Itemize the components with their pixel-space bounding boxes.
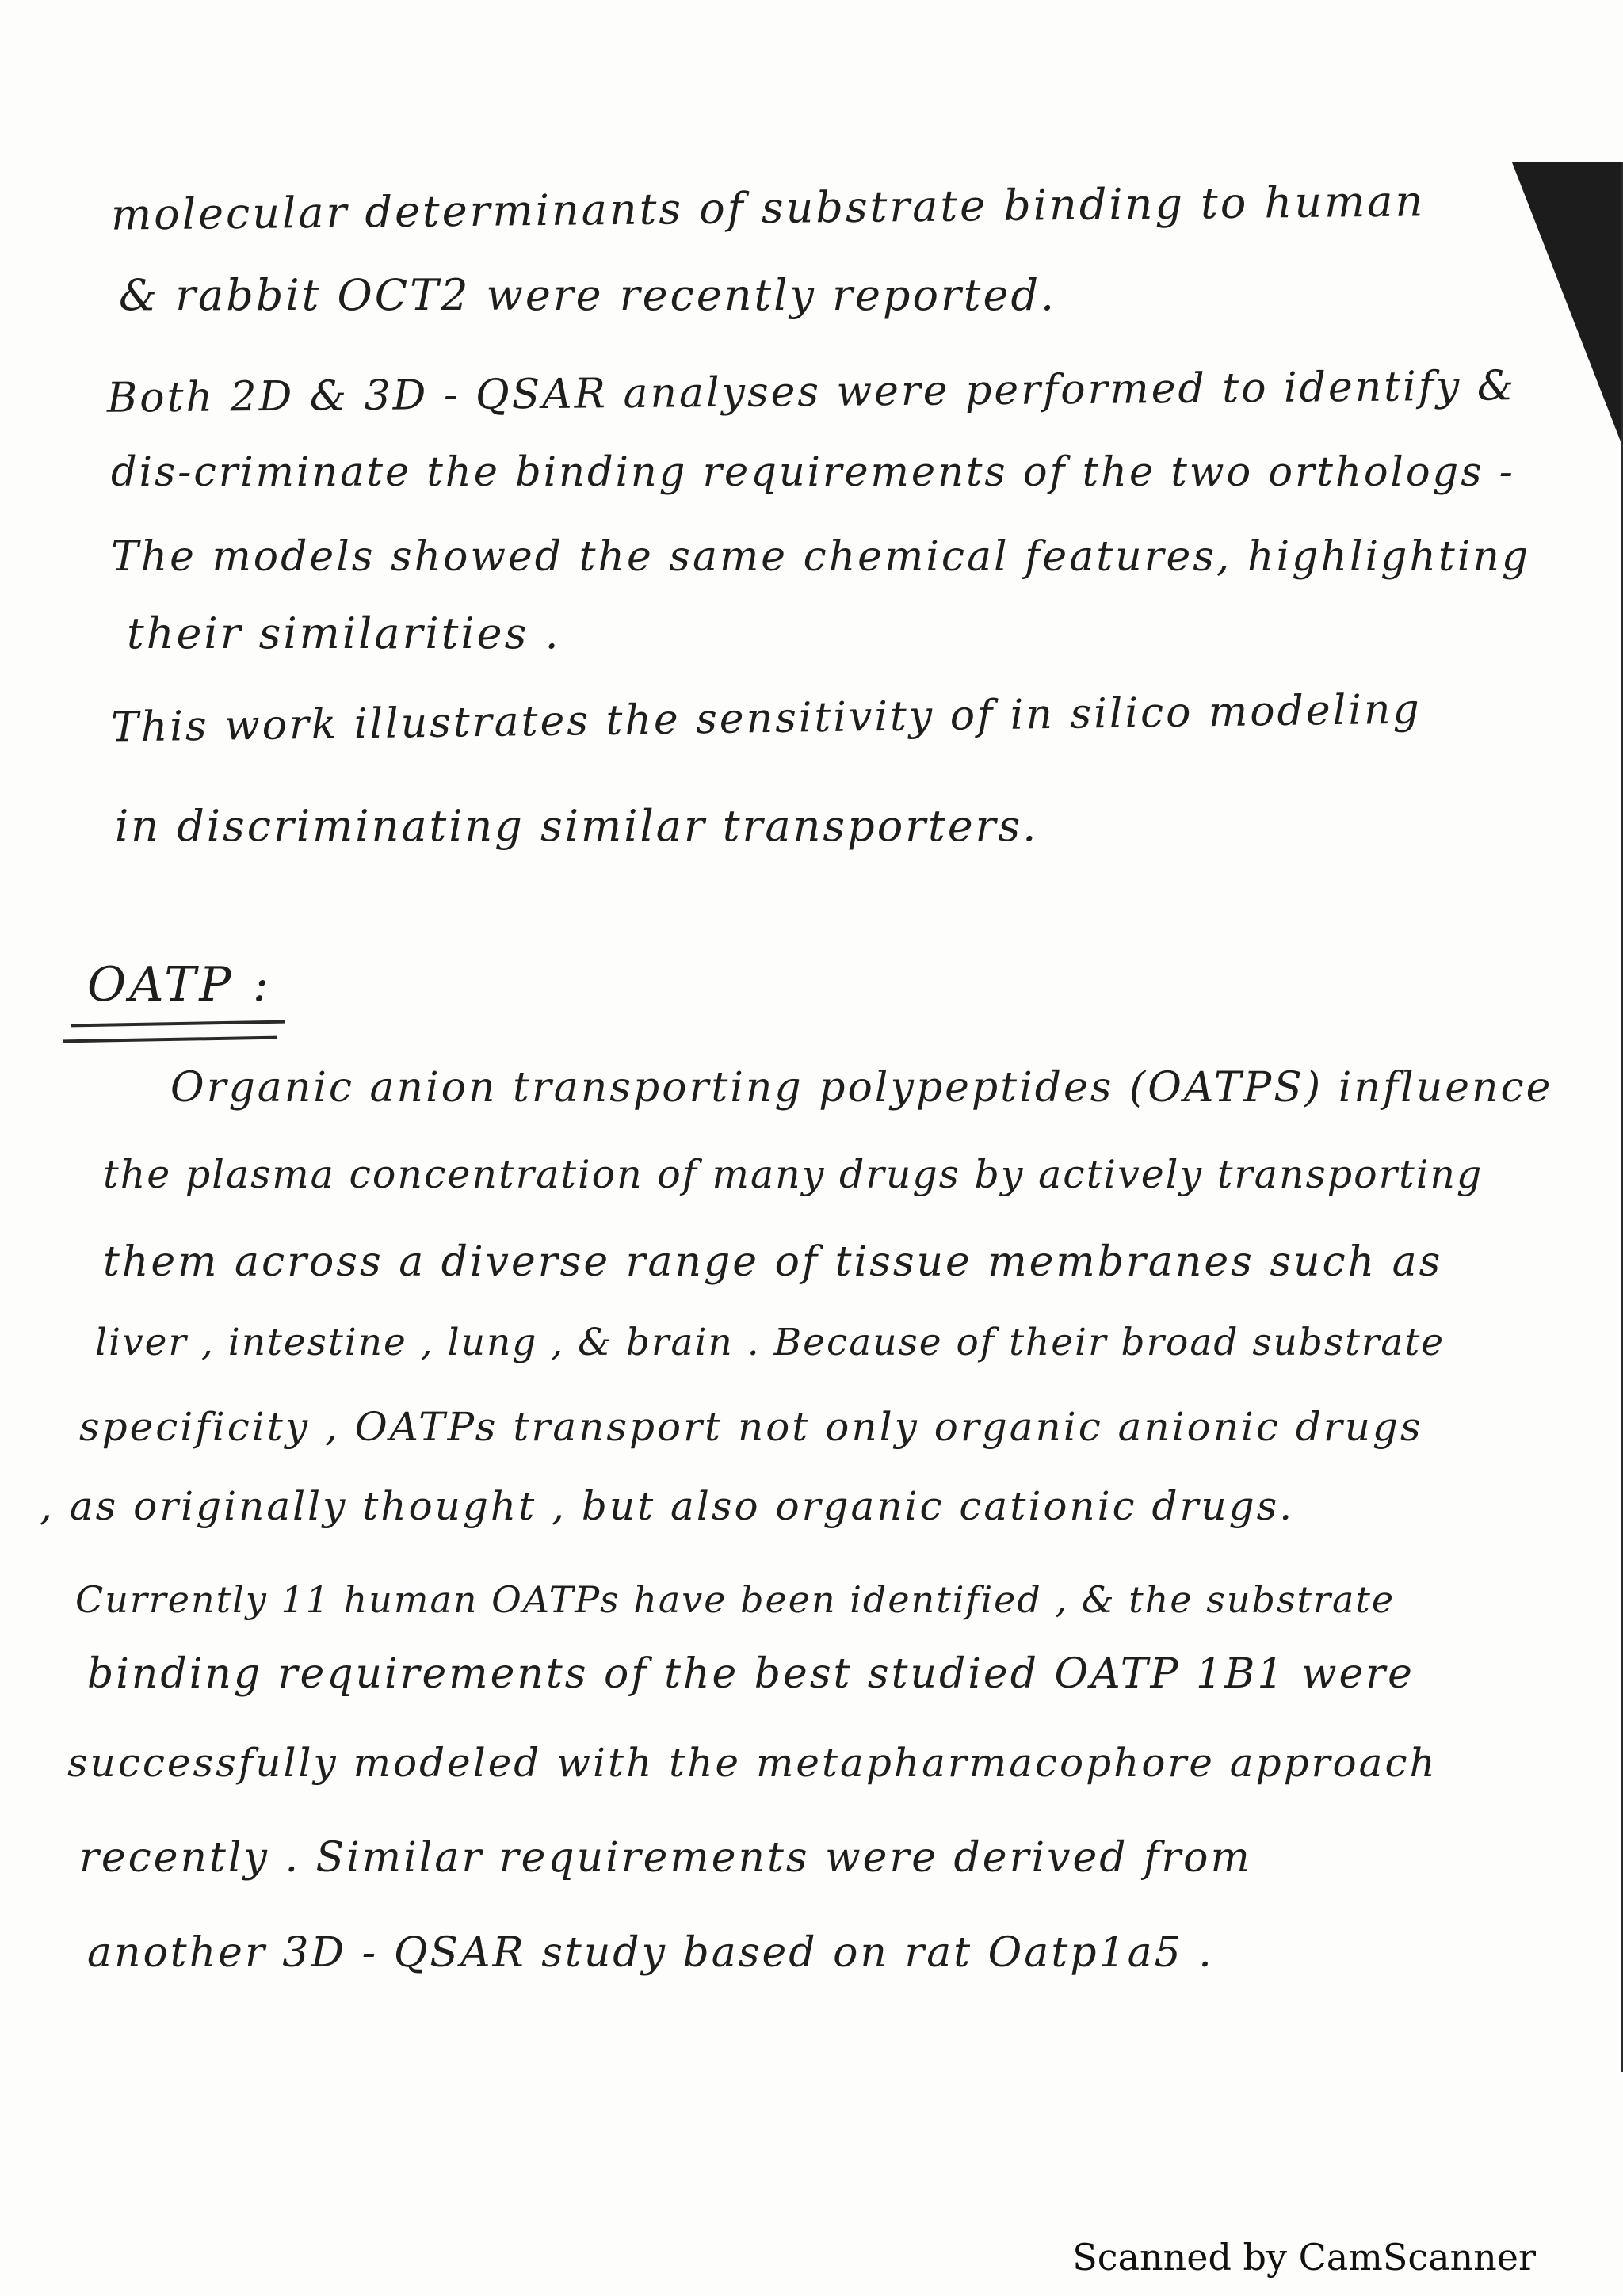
handwritten-line: The models showed the same chemical features, highlighting: [111, 533, 1531, 581]
handwritten-line: dis-criminate the binding requirements of the two orthologs -: [111, 449, 1515, 496]
handwritten-line: another 3D - QSAR study based on rat Oatp1a5 .: [87, 1929, 1214, 1977]
handwritten-line: the plasma concentration of many drugs by actively transporting: [103, 1152, 1484, 1197]
handwritten-line: in discriminating similar transporters.: [115, 801, 1039, 851]
scan-shadow: [1512, 162, 1623, 448]
handwritten-line: recently . Similar requirements were derived from: [79, 1834, 1252, 1882]
handwritten-line: Organic anion transporting polypeptides (OATPS) influence: [170, 1064, 1553, 1112]
handwritten-line: molecular determinants of substrate binding to human: [110, 176, 1426, 240]
handwritten-line: successfully modeled with the metapharmacophore approach: [67, 1740, 1438, 1786]
heading-underline: [63, 1036, 277, 1043]
handwritten-line: Both 2D & 3D - QSAR analyses were performed to identify &: [106, 362, 1517, 422]
heading-underline: [71, 1020, 285, 1028]
scanner-watermark: Scanned by CamScanner: [1072, 2236, 1536, 2279]
handwritten-line: binding requirements of the best studied OATP 1B1 were: [87, 1650, 1415, 1698]
handwritten-line: Currently 11 human OATPs have been identified , & the substrate: [75, 1578, 1396, 1621]
handwritten-line: their similarities .: [127, 608, 561, 658]
section-heading: OATP :: [87, 957, 272, 1013]
handwritten-line: specificity , OATPs transport not only organic anionic drugs: [79, 1404, 1423, 1450]
handwritten-line: , as originally thought , but also organic cationic drugs.: [40, 1483, 1295, 1529]
handwritten-line: & rabbit OCT2 were recently reported.: [119, 270, 1057, 320]
handwritten-line: them across a diverse range of tissue membranes such as: [103, 1238, 1443, 1286]
handwritten-line: This work illustrates the sensitivity of in silico modeling: [110, 685, 1423, 752]
handwritten-line: liver , intestine , lung , & brain . Because of their broad substrate: [95, 1321, 1445, 1364]
